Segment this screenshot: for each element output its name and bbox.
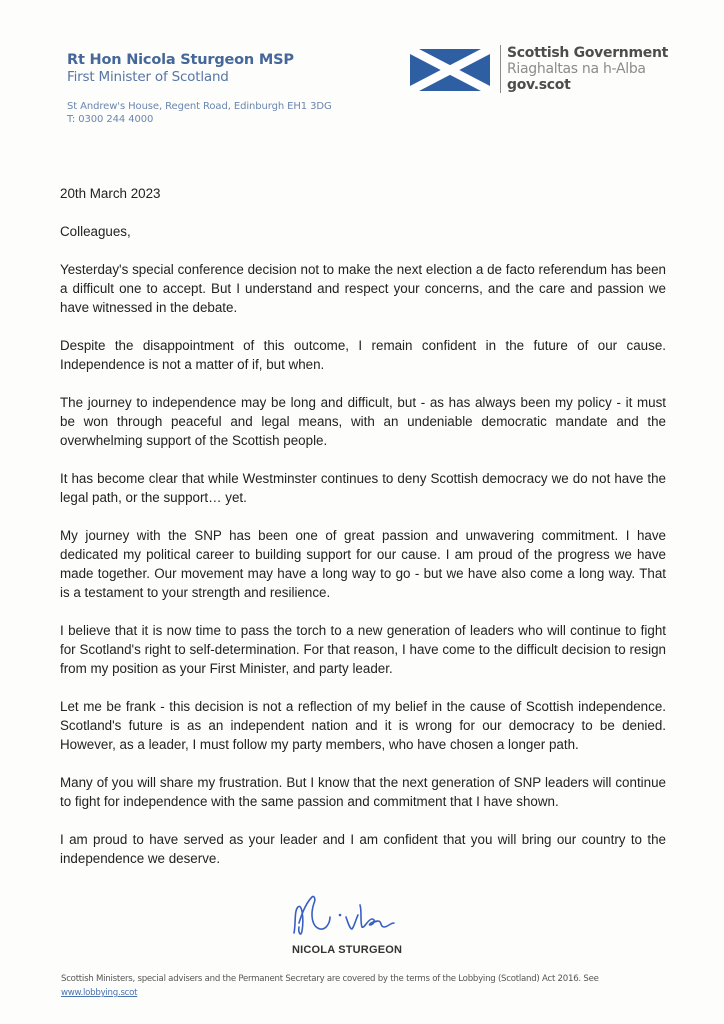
logo-divider bbox=[500, 45, 501, 93]
logo-text bbox=[507, 45, 668, 93]
logo-website: gov.scot bbox=[507, 77, 571, 93]
letter-salutation: Colleagues, bbox=[60, 224, 131, 239]
paragraph: I am proud to have served as your leader and I am confident that you will bring our country to the independence we deserve. bbox=[60, 832, 666, 866]
letter-date: 20th March 2023 bbox=[60, 186, 161, 201]
sender-name: Rt Hon Nicola Sturgeon MSP bbox=[67, 52, 294, 68]
signatory-name: NICOLA STURGEON bbox=[292, 944, 403, 956]
paragraph: Many of you will share my frustration. But I know that the next generation of SNP leaders will continue to fight for independence with the same passion and commitment that I have shown. bbox=[60, 775, 666, 809]
sender-address-block bbox=[67, 100, 332, 126]
paragraph: It has become clear that while Westminster continues to deny Scottish democracy we do not have the legal path, or the support… yet. bbox=[60, 471, 666, 505]
paragraph: My journey with the SNP has been one of great passion and unwavering commitment. I have dedicated my political career to building support for our cause. I am proud of the progress we have made together. Our movement may have a long way to go - but we have also come a long way. That is a testament to your strength and resilience. bbox=[60, 528, 666, 600]
saltire-flag-icon bbox=[410, 49, 490, 91]
sender-phone: T: 0300 244 4000 bbox=[67, 114, 154, 125]
sender-title: First Minister of Scotland bbox=[67, 69, 229, 85]
letter-body bbox=[60, 184, 666, 887]
lobbying-website-link[interactable]: www.lobbying.scot bbox=[61, 988, 138, 998]
paragraph: Yesterday's special conference decision not to make the next election a de facto referendum has been a difficult one to accept. But I understand and respect your concerns, and the care and passion we have witnessed in the debate. bbox=[60, 262, 666, 315]
lobbying-notice bbox=[61, 972, 671, 1000]
paragraph: I believe that it is now time to pass the torch to a new generation of leaders who will continue to fight for Scotland's right to self-determination. For that reason, I have come to the difficult decision to resign from my position as your First Minister, and party leader. bbox=[60, 623, 666, 676]
handwritten-signature-icon bbox=[290, 893, 410, 941]
paragraph: The journey to independence may be long and difficult, but - as has always been my policy - it must be won through peaceful and legal means, with an undeniable democratic mandate and the overwhelming support of the Scottish people. bbox=[60, 395, 666, 448]
sender-address: St Andrew's House, Regent Road, Edinburgh EH1 3DG bbox=[67, 101, 332, 112]
scottish-government-logo bbox=[410, 45, 668, 93]
letterhead bbox=[67, 52, 332, 126]
logo-english-name: Scottish Government bbox=[507, 45, 669, 61]
lobbying-notice-text: Scottish Ministers, special advisers and the Permanent Secretary are covered by the terms of the Lobbying (Scotland) Act 2016. See bbox=[61, 974, 599, 984]
paragraph: Let me be frank - this decision is not a reflection of my belief in the cause of Scottish independence. Scotland's future is as an independent nation and it is wrong for our democracy to be denied. However, as a leader, I must follow my party members, who have chosen a longer path. bbox=[60, 699, 666, 752]
paragraph: Despite the disappointment of this outcome, I remain confident in the future of our cause. Independence is not a matter of if, but when. bbox=[60, 338, 666, 372]
logo-gaelic-name: Riaghaltas na h-Alba bbox=[507, 61, 646, 77]
